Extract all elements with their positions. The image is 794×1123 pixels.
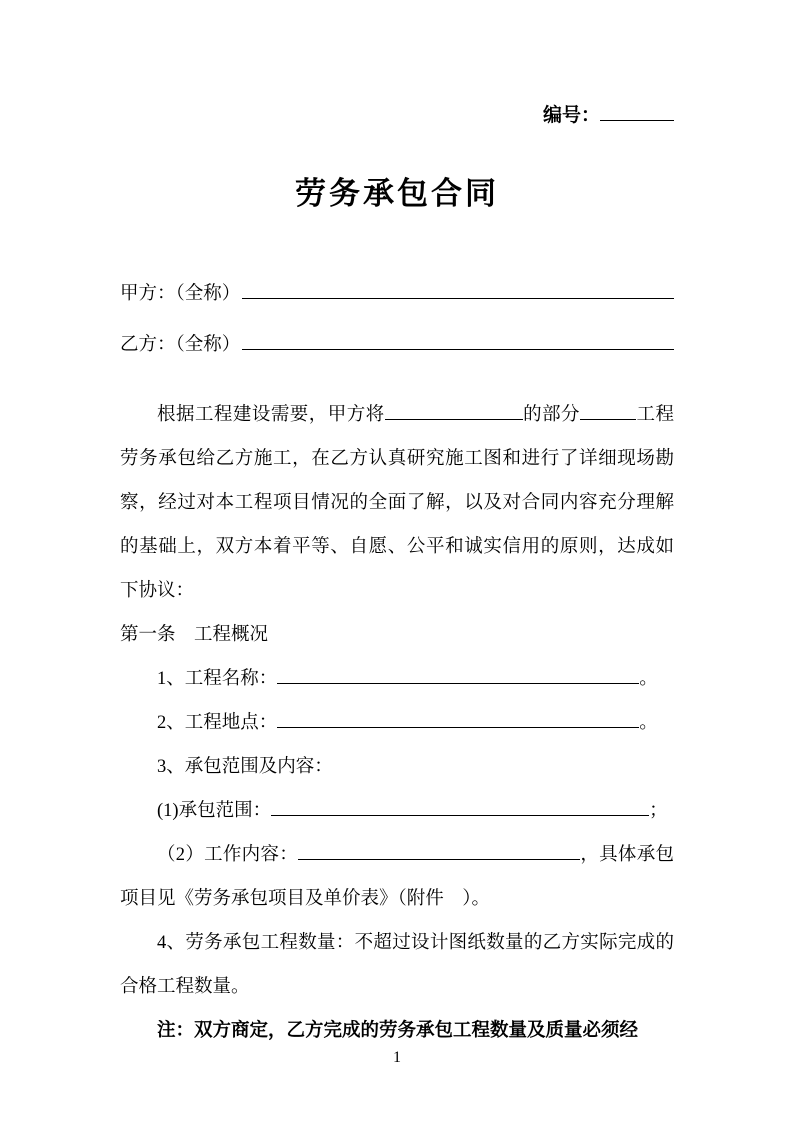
intro-seg3: 工程劳务承包给乙方施工，在乙方认真研究施工图和进行了详细现场勘察，经过对本工程项目情况的全面了解，以及对合同内容充分理解的基础上，双方本着平等、自愿、公平和诚实信用的原则，达成如下协议： bbox=[120, 404, 674, 601]
doc-title: 劳务承包合同 bbox=[295, 175, 499, 211]
item2-blank bbox=[277, 708, 639, 728]
item3-1-blank bbox=[271, 796, 649, 816]
item2-label: 2、工程地点： bbox=[157, 712, 278, 733]
doc-number-blank bbox=[600, 100, 674, 121]
intro-seg2: 的部分 bbox=[522, 404, 581, 425]
article1-item4: 4、劳务承包工程数量：不超过设计图纸数量的乙方实际完成的合格工程数量。 bbox=[120, 932, 674, 997]
party-b-blank bbox=[242, 316, 674, 350]
intro-blank-1 bbox=[385, 400, 523, 420]
article1-item2 bbox=[120, 701, 674, 745]
article1-item3-1 bbox=[120, 789, 674, 833]
doc-number-line bbox=[120, 100, 674, 129]
item1-end: 。 bbox=[639, 668, 658, 689]
party-b-label: 乙方：（全称） bbox=[120, 334, 241, 355]
page-number: 1 bbox=[393, 1049, 401, 1066]
party-a-label: 甲方：（全称） bbox=[120, 283, 241, 304]
doc-number-label: 编号： bbox=[542, 104, 600, 126]
party-a-line bbox=[120, 265, 674, 316]
article1-heading: 第一条 工程概况 bbox=[120, 624, 269, 645]
intro-blank-2 bbox=[580, 400, 636, 420]
item3-1-end: ； bbox=[649, 800, 668, 821]
intro-paragraph bbox=[120, 393, 674, 613]
item1-blank bbox=[277, 664, 639, 684]
item3-2-end: ，具体承包项目见《劳务承包项目及单价表》（附件 ）。 bbox=[120, 844, 674, 909]
item3-1-label: (1)承包范围： bbox=[157, 800, 272, 821]
article1-item3-2 bbox=[120, 833, 674, 921]
item3-2-label: （2）工作内容： bbox=[157, 844, 299, 865]
article1-note: 注：双方商定，乙方完成的劳务承包工程数量及质量必须经 bbox=[157, 1020, 639, 1041]
party-b-line bbox=[120, 316, 674, 367]
item1-label: 1、工程名称： bbox=[157, 668, 278, 689]
party-a-blank bbox=[242, 265, 674, 299]
article1-item1 bbox=[120, 657, 674, 701]
item2-end: 。 bbox=[639, 712, 658, 733]
intro-seg1: 根据工程建设需要，甲方将 bbox=[157, 404, 385, 425]
item3-2-blank bbox=[298, 840, 580, 860]
article1-item3: 3、承包范围及内容： bbox=[157, 756, 333, 777]
